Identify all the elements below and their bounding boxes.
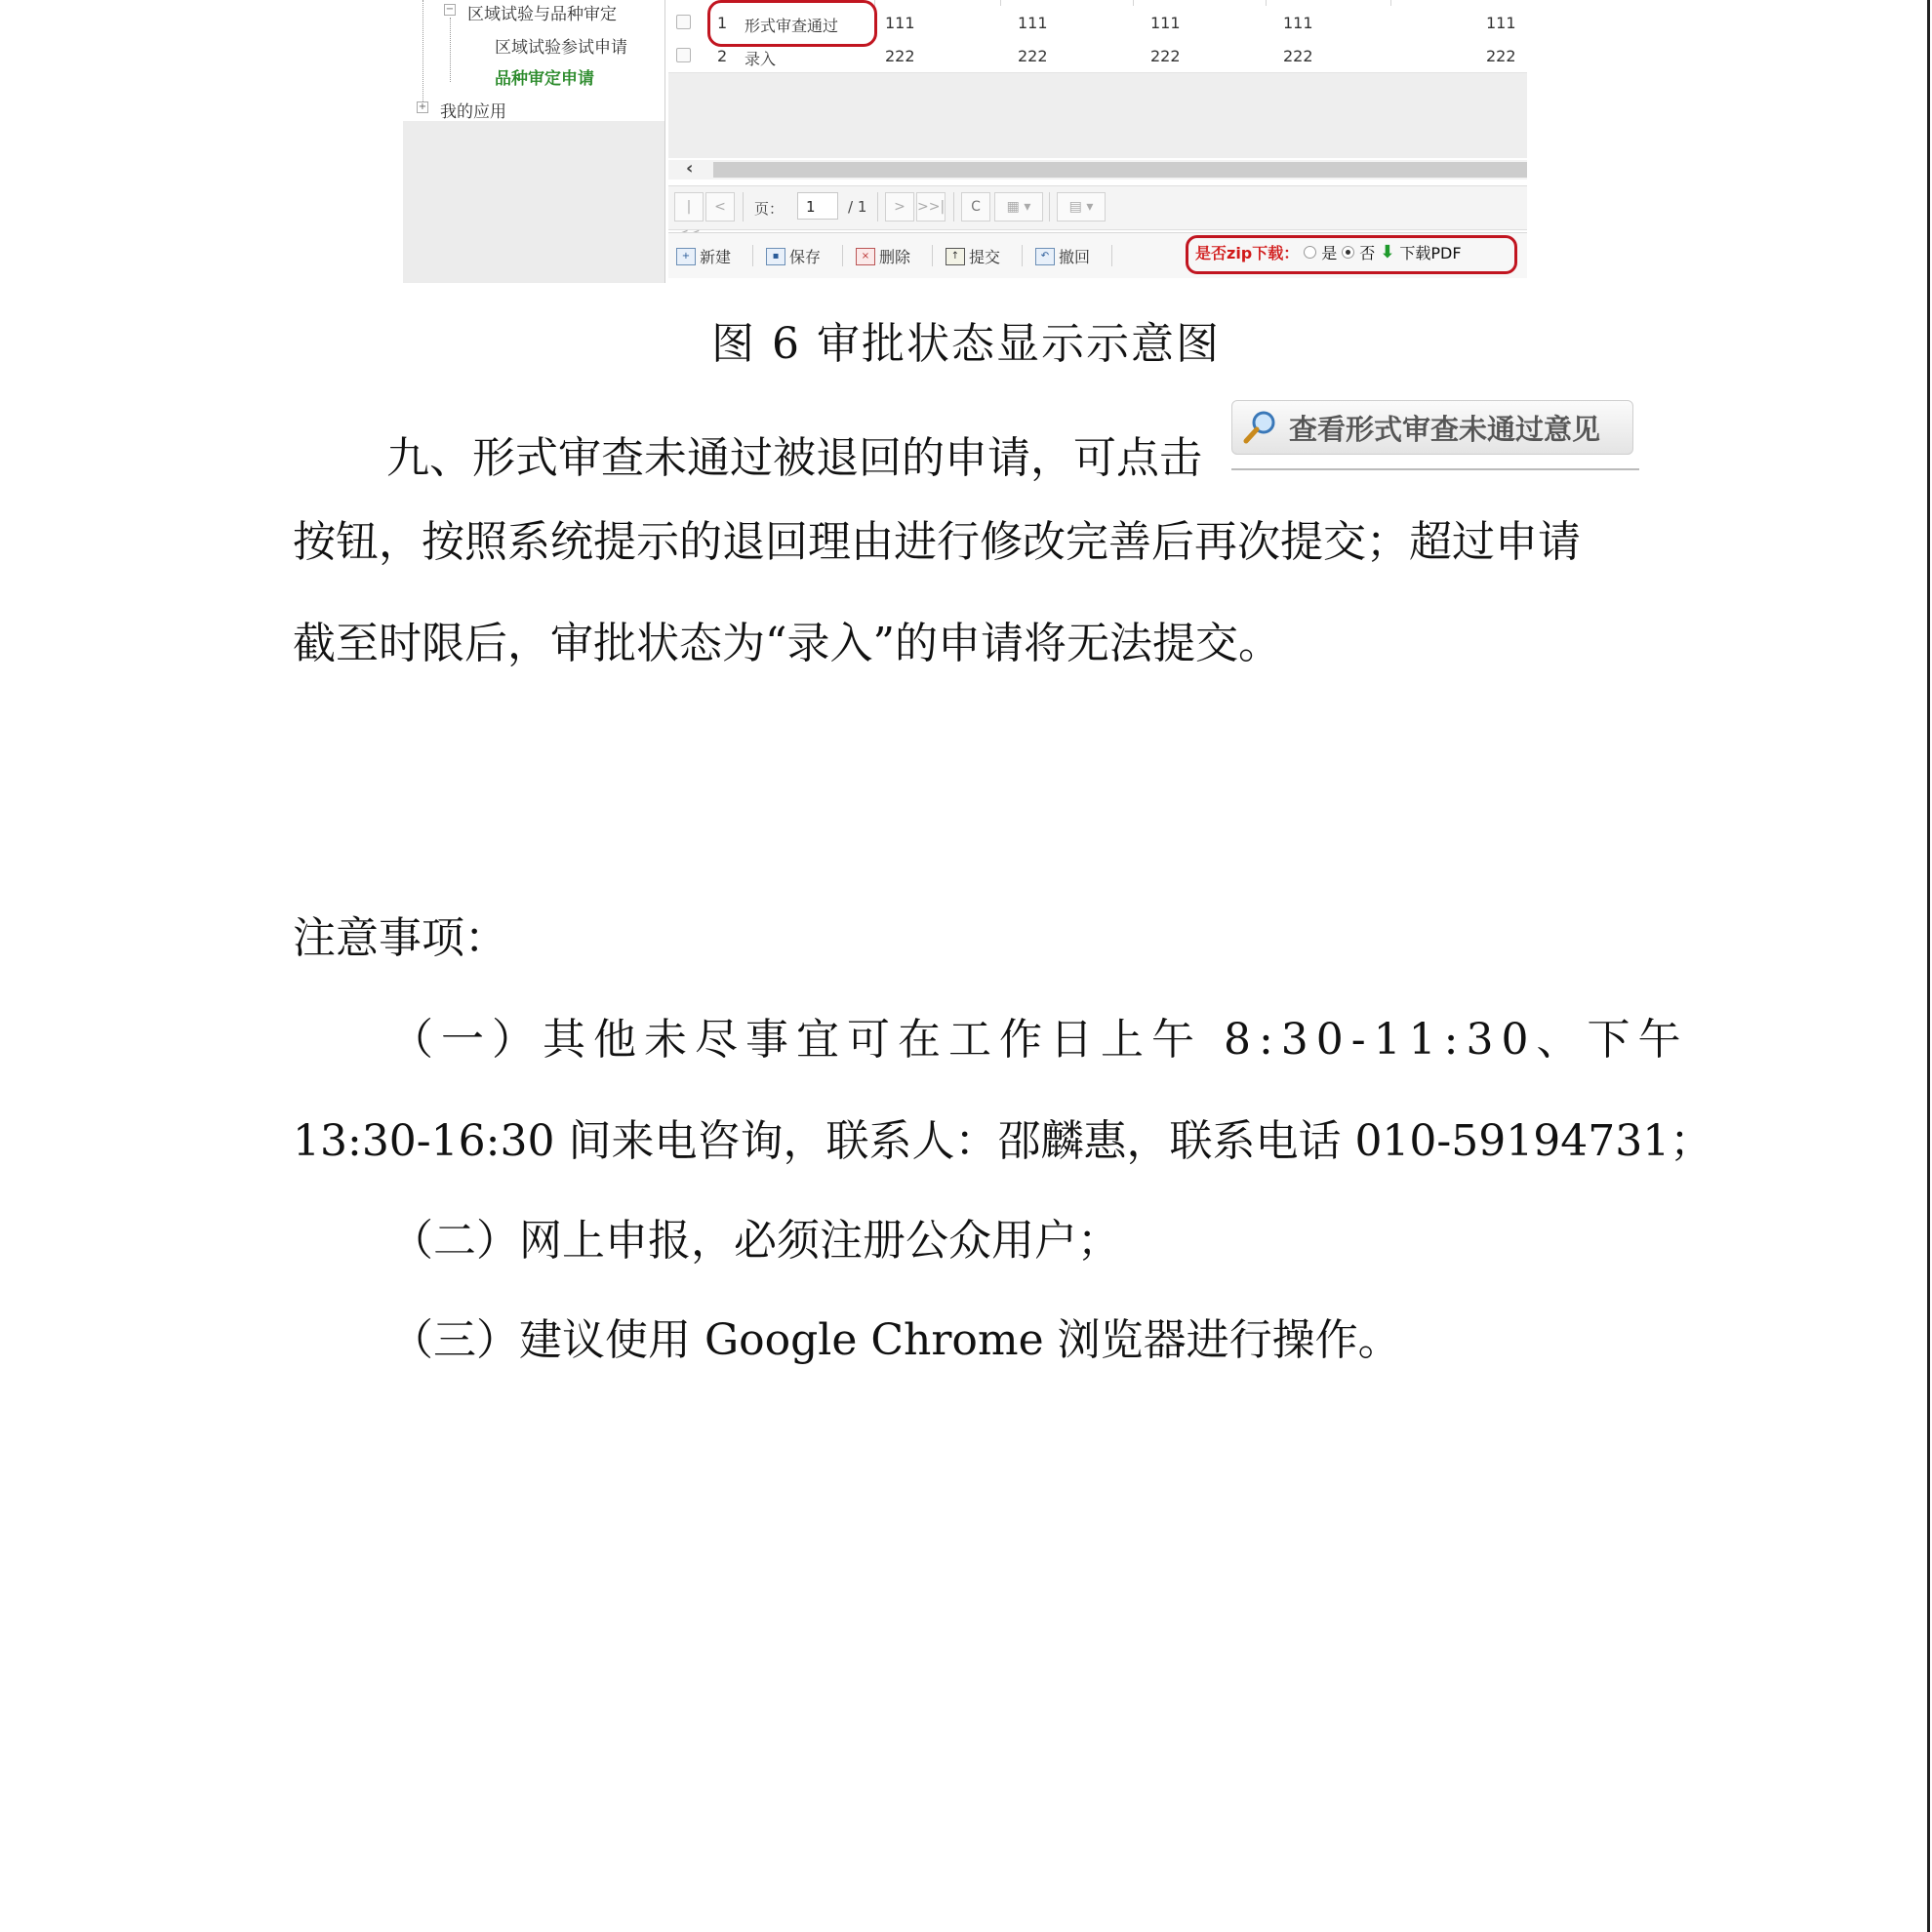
data-grid bbox=[668, 0, 1527, 283]
note-3: （三）建议使用 Google Chrome 浏览器进行操作。 bbox=[390, 1315, 1401, 1365]
new-button[interactable]: + 新建 bbox=[676, 245, 731, 267]
download-arrow-icon: ⬇ bbox=[1380, 242, 1395, 262]
tree-item-regional-trial[interactable]: 区域试验与品种审定 bbox=[467, 5, 617, 24]
row-checkbox[interactable] bbox=[676, 15, 691, 29]
horizontal-scrollbar[interactable] bbox=[668, 160, 1527, 180]
expand-toggle-icon[interactable]: + bbox=[418, 101, 427, 112]
zip-download-options: 是否zip下载： 是 否 ⬇ 下载PDF bbox=[1195, 242, 1462, 262]
withdraw-icon: ↶ bbox=[1035, 248, 1055, 265]
withdraw-button[interactable]: ↶ 撤回 bbox=[1035, 245, 1090, 267]
notes-title: 注意事项： bbox=[293, 913, 507, 963]
pager bbox=[668, 185, 1527, 230]
paragraph-9-line-2: 按钮，按照系统提示的退回理由进行修改完善后再次提交；超过申请 bbox=[293, 517, 1581, 567]
approval-status-screenshot bbox=[403, 0, 1527, 283]
tree-item-variety-approval[interactable]: 品种审定申请 bbox=[495, 69, 594, 89]
view-rejection-opinion-button[interactable]: 查看形式审查未通过意见 bbox=[1231, 400, 1633, 455]
submit-icon: ↑ bbox=[946, 248, 965, 265]
last-page-button[interactable]: >>| bbox=[916, 192, 946, 221]
collapse-toggle-icon[interactable]: − bbox=[445, 4, 455, 15]
columns-icon[interactable]: ▦ ▾ bbox=[994, 192, 1043, 221]
scrollbar-thumb[interactable] bbox=[713, 162, 1527, 178]
first-page-button[interactable]: | bbox=[674, 192, 704, 221]
status-cell: 形式审查通过 bbox=[745, 17, 839, 35]
save-icon: ▪ bbox=[766, 248, 785, 265]
note-2: （二）网上申报，必须注册公众用户； bbox=[390, 1216, 1120, 1266]
page-total: / 1 bbox=[848, 198, 867, 216]
refresh-icon[interactable]: C bbox=[961, 192, 990, 221]
status-highlight-box bbox=[707, 0, 877, 47]
export-icon[interactable]: ▤ ▾ bbox=[1057, 192, 1106, 221]
status-cell: 录入 bbox=[745, 50, 777, 68]
row-checkbox[interactable] bbox=[676, 48, 691, 62]
page-label: 页： bbox=[754, 200, 785, 218]
next-page-button[interactable]: > bbox=[885, 192, 914, 221]
paragraph-9-line-1: 九、形式审查未通过被退回的申请，可点击 bbox=[386, 433, 1202, 483]
table-row[interactable]: 1 形式审查通过 111 111 111 111 111 bbox=[668, 6, 1527, 40]
magnifier-icon bbox=[1242, 410, 1277, 445]
delete-icon: × bbox=[856, 248, 875, 265]
tree-item-trial-application[interactable]: 区域试验参试申请 bbox=[495, 38, 627, 58]
submit-button[interactable]: ↑ 提交 bbox=[946, 245, 1000, 267]
page-number-input[interactable]: 1 bbox=[797, 192, 838, 220]
tree-panel bbox=[403, 0, 665, 283]
paragraph-9-line-3: 截至时限后，审批状态为“录入”的申请将无法提交。 bbox=[293, 619, 1281, 668]
delete-button[interactable]: × 删除 bbox=[856, 245, 910, 267]
tree-item-my-apps[interactable]: 我的应用 bbox=[440, 102, 506, 122]
figure-caption: 图 6 审批状态显示示意图 bbox=[711, 319, 1221, 369]
page-right-edge bbox=[1927, 0, 1930, 1932]
zip-highlight-box bbox=[1186, 235, 1517, 274]
save-button[interactable]: ▪ 保存 bbox=[766, 245, 821, 267]
note-1-line-2: 13:30-16:30 间来电咨询，联系人：邵麟惠，联系电话 010-59194731； bbox=[293, 1116, 1713, 1166]
toolbar bbox=[668, 232, 1527, 278]
zip-download-label: 是否zip下载： bbox=[1195, 244, 1300, 262]
prev-page-button[interactable]: < bbox=[705, 192, 735, 221]
download-pdf-button[interactable]: 下载PDF bbox=[1399, 244, 1462, 262]
new-icon: + bbox=[676, 248, 696, 265]
note-1-line-1: （一）其他未尽事宜可在工作日上午 8:30-11:30、下午 bbox=[390, 1015, 1689, 1065]
table-row[interactable]: 2 录入 222 222 222 222 222 bbox=[668, 39, 1527, 73]
scroll-left-icon[interactable]: ‹ bbox=[686, 158, 694, 179]
